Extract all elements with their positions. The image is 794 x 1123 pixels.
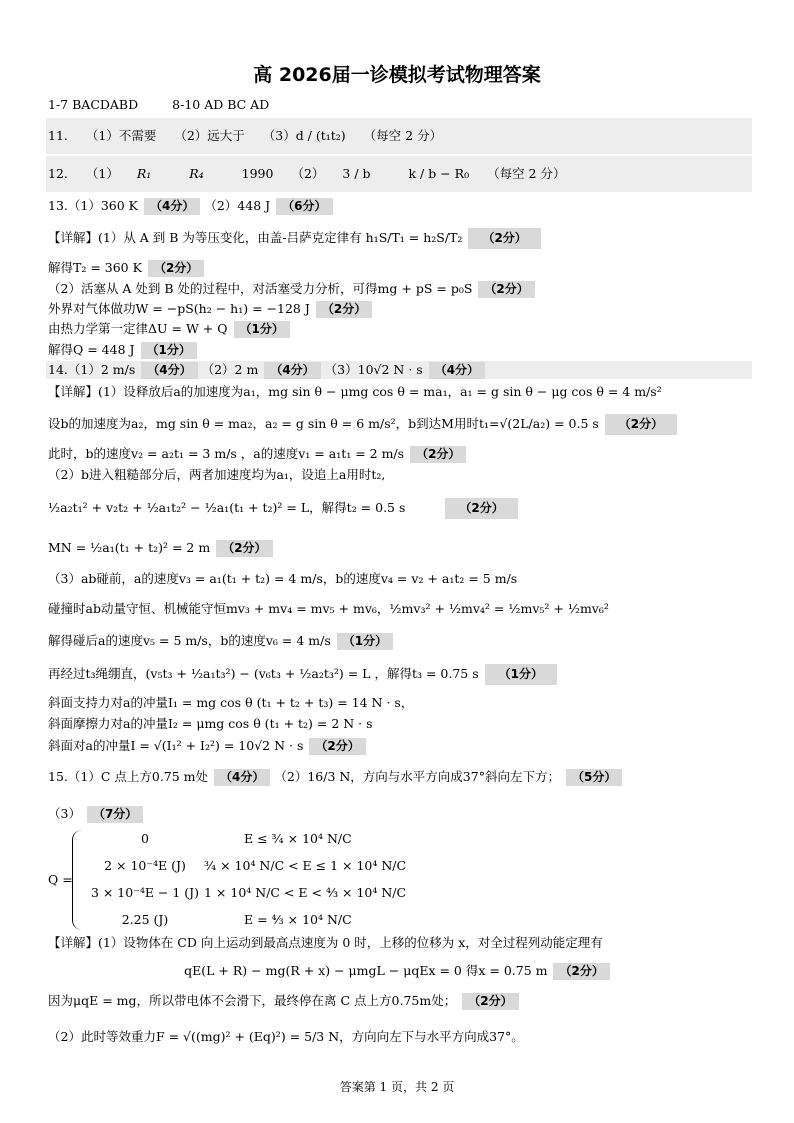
score-badge: （4分）: [141, 362, 197, 379]
score-badge: （2分）: [410, 446, 466, 463]
score-badge: （1分）: [485, 664, 557, 685]
q13-line1: 【详解】(1）从 A 到 B 为等压变化，由盖-吕萨克定律有 h₁S/T₁ = h₂S/T₂ （2分）: [48, 228, 748, 249]
piecewise-row: 2 × 10⁻⁴E (J) ¾ × 10⁴ N/C < E ≤ 1 × 10⁴ N/C: [104, 858, 407, 873]
q14-line2: 设b的加速度为a₂，mg sin θ = ma₂，a₂ = g sin θ = 6 m/s²，b到达M用时t₁=√(2L/a₂) = 0.5 s （2分）: [48, 414, 748, 435]
q15-head: 15.（1）C 点上方0.75 m处 （4分） （2）16/3 N，方向与水平方向成37°斜向左下方； （5分）: [48, 768, 748, 786]
score-badge: （2分）: [316, 301, 372, 318]
q-label: Q =: [48, 872, 73, 887]
q11-row: 11. （1）不需要 （2）远大于 （3）d / (t₁t₂) （每空 2 分）: [46, 118, 752, 154]
score-badge: （4分）: [264, 362, 320, 379]
score-badge: （2分）: [605, 414, 677, 435]
q15-line1: 【详解】(1）设物体在 CD 向上运动到最高点速度为 0 时，上移的位移为 x，对全过程列动能定理有: [48, 935, 603, 950]
q15-line2: qE(L + R) − mg(R + x) − μmgL − μqEx = 0 得x = 0.75 m （2分）: [0, 962, 794, 980]
q13-head: 13.（1）360 K （4分） （2）448 J （6分）: [48, 197, 748, 215]
score-badge: （2分）: [553, 963, 609, 980]
q13-line5: 由热力学第一定律ΔU = W + Q （1分）: [48, 320, 748, 338]
score-badge: （1分）: [234, 321, 290, 338]
q14-line7: （3）ab碰前，a的速度v₃ = a₁(t₁ + t₂) = 4 m/s，b的速度v₄ = v₂ + a₁t₂ = 5 m/s: [48, 571, 518, 586]
left-brace-icon: [72, 830, 83, 930]
q12-row: 12. （1） R₁ R₄ 1990 （2） 3 / b k / b − R₀ （每空 2 分）: [46, 156, 752, 192]
score-badge: （7分）: [87, 806, 143, 823]
score-badge: （2分）: [216, 540, 272, 557]
page-title: 高 2026届一诊模拟考试物理答案: [253, 64, 541, 86]
q15-line4: （2）此时等效重力F = √((mg)² + (Eq)²) = 5/3 N，方向向左下与水平方向成37°。: [48, 1029, 524, 1044]
piecewise-row: 0 E ≤ ¾ × 10⁴ N/C: [141, 831, 352, 846]
choice-answers: 1-7 BACDABD 8-10 AD BC AD: [48, 97, 270, 112]
q14-line6: MN = ½a₁(t₁ + t₂)² = 2 m （2分）: [48, 539, 748, 557]
piecewise-row: 2.25 (J) E = ⁴⁄₃ × 10⁴ N/C: [121, 912, 352, 927]
q14-line13: 斜面对a的冲量I = √(I₁² + I₂²) = 10√2 N · s （2分）: [48, 737, 748, 755]
q14-line8: 碰撞时ab动量守恒、机械能守恒mv₃ + mv₄ = mv₅ + mv₆，½mv₃² + ½mv₄² = ½mv₅² + ½mv₆²: [48, 601, 609, 616]
score-badge: （4分）: [429, 362, 485, 379]
piecewise-row: 3 × 10⁻⁴E − 1 (J) 1 × 10⁴ N/C < E < ⁴⁄₃ × 10⁴ N/C: [90, 885, 407, 900]
score-badge: （2分）: [462, 993, 518, 1010]
score-badge: （2分）: [309, 738, 365, 755]
q14-line4: （2）b进入粗糙部分后，两者加速度均为a₁，设追上a用时t₂,: [48, 467, 386, 482]
page-footer: 答案第 1 页，共 2 页: [339, 1080, 455, 1094]
score-badge: （6分）: [276, 198, 332, 215]
q14-line9: 解得碰后a的速度v₅ = 5 m/s，b的速度v₆ = 4 m/s （1分）: [48, 632, 748, 650]
score-badge: （2分）: [148, 260, 204, 277]
q14-line3: 此时，b的速度v₂ = a₂t₁ = 3 m/s ，a的速度v₁ = a₁t₁ = 2 m/s （2分）: [48, 445, 748, 463]
q13-line4: 外界对气体做功W = −pS(h₂ − h₁) = −128 J （2分）: [48, 300, 748, 318]
q14-line5: ½a₂t₁² + v₂t₂ + ½a₁t₂² − ½a₁(t₁ + t₂)² = L，解得t₂ = 0.5 s （2分）: [48, 498, 748, 519]
score-badge: （4分）: [214, 769, 270, 786]
score-badge: （2分）: [478, 281, 534, 298]
score-badge: （2分）: [468, 228, 540, 249]
score-badge: （1分）: [141, 342, 197, 359]
score-badge: （5分）: [566, 769, 622, 786]
q15-line3: 因为μqE = mg，所以带电体不会滑下，最终停在离 C 点上方0.75m处； （2分）: [48, 992, 748, 1010]
q14-line1: 【详解】(1）设释放后a的加速度为a₁，mg sin θ − μmg cos θ = ma₁，a₁ = g sin θ − μg cos θ = 4 m/s²: [48, 384, 662, 399]
q14-line12: 斜面摩擦力对a的冲量I₂ = μmg cos θ (t₁ + t₂) = 2 N · s: [48, 716, 373, 731]
q14-line11: 斜面支持力对a的冲量I₁ = mg cos θ (t₁ + t₂ + t₃) = 14 N · s，: [48, 695, 414, 710]
q14-line10: 再经过t₃绳绷直，(v₅t₃ + ½a₁t₃²) − (v₆t₃ + ½a₂t₃²) = L ，解得t₃ = 0.75 s （1分）: [48, 664, 748, 685]
q14-head: 14.（1）2 m/s （4分） （2）2 m （4分） （3）10√2 N · s （4分）: [46, 361, 752, 379]
q13-line6: 解得Q = 448 J （1分）: [48, 341, 748, 359]
q13-line2: 解得T₂ = 360 K （2分）: [48, 259, 748, 277]
q13-line3: （2）活塞从 A 处到 B 处的过程中，对活塞受力分析，可得mg + pS = p₀S （2分）: [48, 280, 748, 298]
score-badge: （4分）: [144, 198, 200, 215]
score-badge: （1分）: [337, 633, 393, 650]
q15-part3: （3） （7分）: [48, 805, 748, 823]
score-badge: （2分）: [445, 498, 517, 519]
